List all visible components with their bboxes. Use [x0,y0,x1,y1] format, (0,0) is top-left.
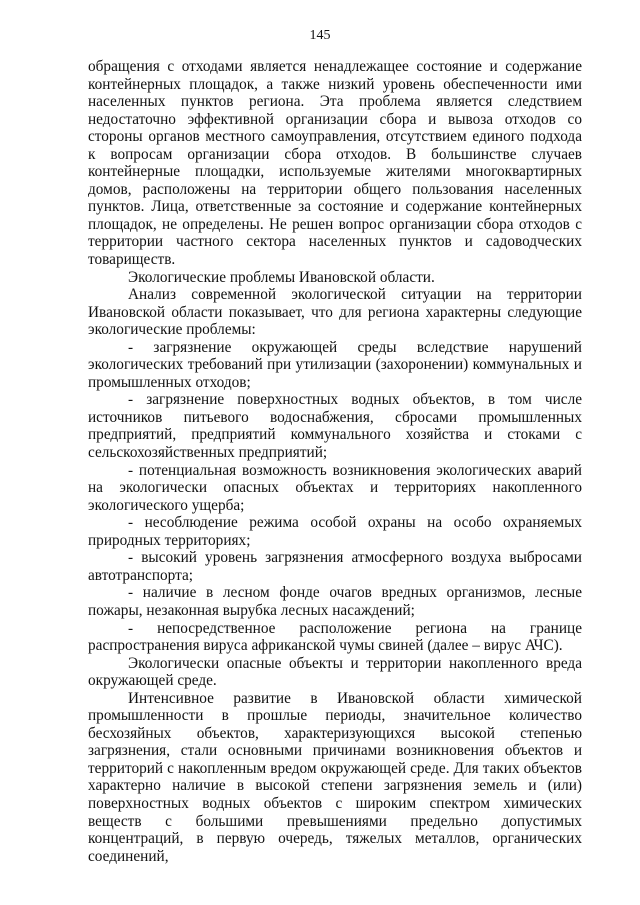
page-number: 145 [309,28,331,43]
list-item: - загрязнение поверхностных водных объектов, в том числе источников питьевого водоснабжения, сбросами промышленных предприятий, предприятий коммунального хозяйства и стоками с сельскохозяйственных предприятий; [88,391,582,462]
list-item: - загрязнение окружающей среды вследствие нарушений экологических требований при утилизации (захоронении) коммунальных и промышленных отходов; [88,338,582,391]
list-item: - непосредственное расположение региона на границе распространения вируса африканской чумы свиней (далее – вирус АЧС). [88,619,582,655]
list-item: - высокий уровень загрязнения атмосферного воздуха выбросами автотранспорта; [88,549,582,584]
paragraph: Интенсивное развитие в Ивановской области химической промышленности в прошлые периоды, значительное количество бесхозяйных объектов, характеризующихся высокой степенью загрязнения, стали основными причинами возникновения объектов и территорий с накопленным вредом окружающей среде. Для таких объектов характерно наличие в высокой степени загрязнения земель и (или) поверхностных водных объектов с широким спектром химических веществ с большими превышениями предельно допустимых концентраций, в первую очередь, тяжелых металлов, органических соединений, [88,689,582,865]
paragraph: обращения с отходами является ненадлежащее состояние и содержание контейнерных площадок, а также низкий уровень обеспеченности ими населенных пунктов региона. Эта проблема является следствием недостаточно эффективной организации сбора и вывоза отходов со стороны органов местного самоуправления, отсутствием единого подхода к вопросам организации сбора отходов. В большинстве случаев контейнерные площадки, используемые жителями многоквартирных домов, расположены на территории общего пользования населенных пунктов. Лица, ответственные за состояние и содержание контейнерных площадок, не определены. Не решен вопрос организации сбора отходов с территории частного сектора населенных пунктов и садоводческих товариществ. [88,58,582,269]
list-item: - потенциальная возможность возникновения экологических аварий на экологически опасных объектах и территориях накопленного экологического ущерба; [88,461,582,514]
paragraph: Экологические проблемы Ивановской области. [128,268,435,286]
body-text [88,58,582,865]
paragraph: Анализ современной экологической ситуации на территории Ивановской области показывает, что для региона характерны следующие экологические проблемы: [88,286,582,339]
list-item: - несоблюдение режима особой охраны на особо охраняемых природных территориях; [88,514,582,549]
paragraph: Экологически опасные объекты и территории накопленного вреда окружающей среде. [88,654,582,690]
list-item: - наличие в лесном фонде очагов вредных организмов, лесные пожары, незаконная вырубка лесных насаждений; [88,584,582,619]
